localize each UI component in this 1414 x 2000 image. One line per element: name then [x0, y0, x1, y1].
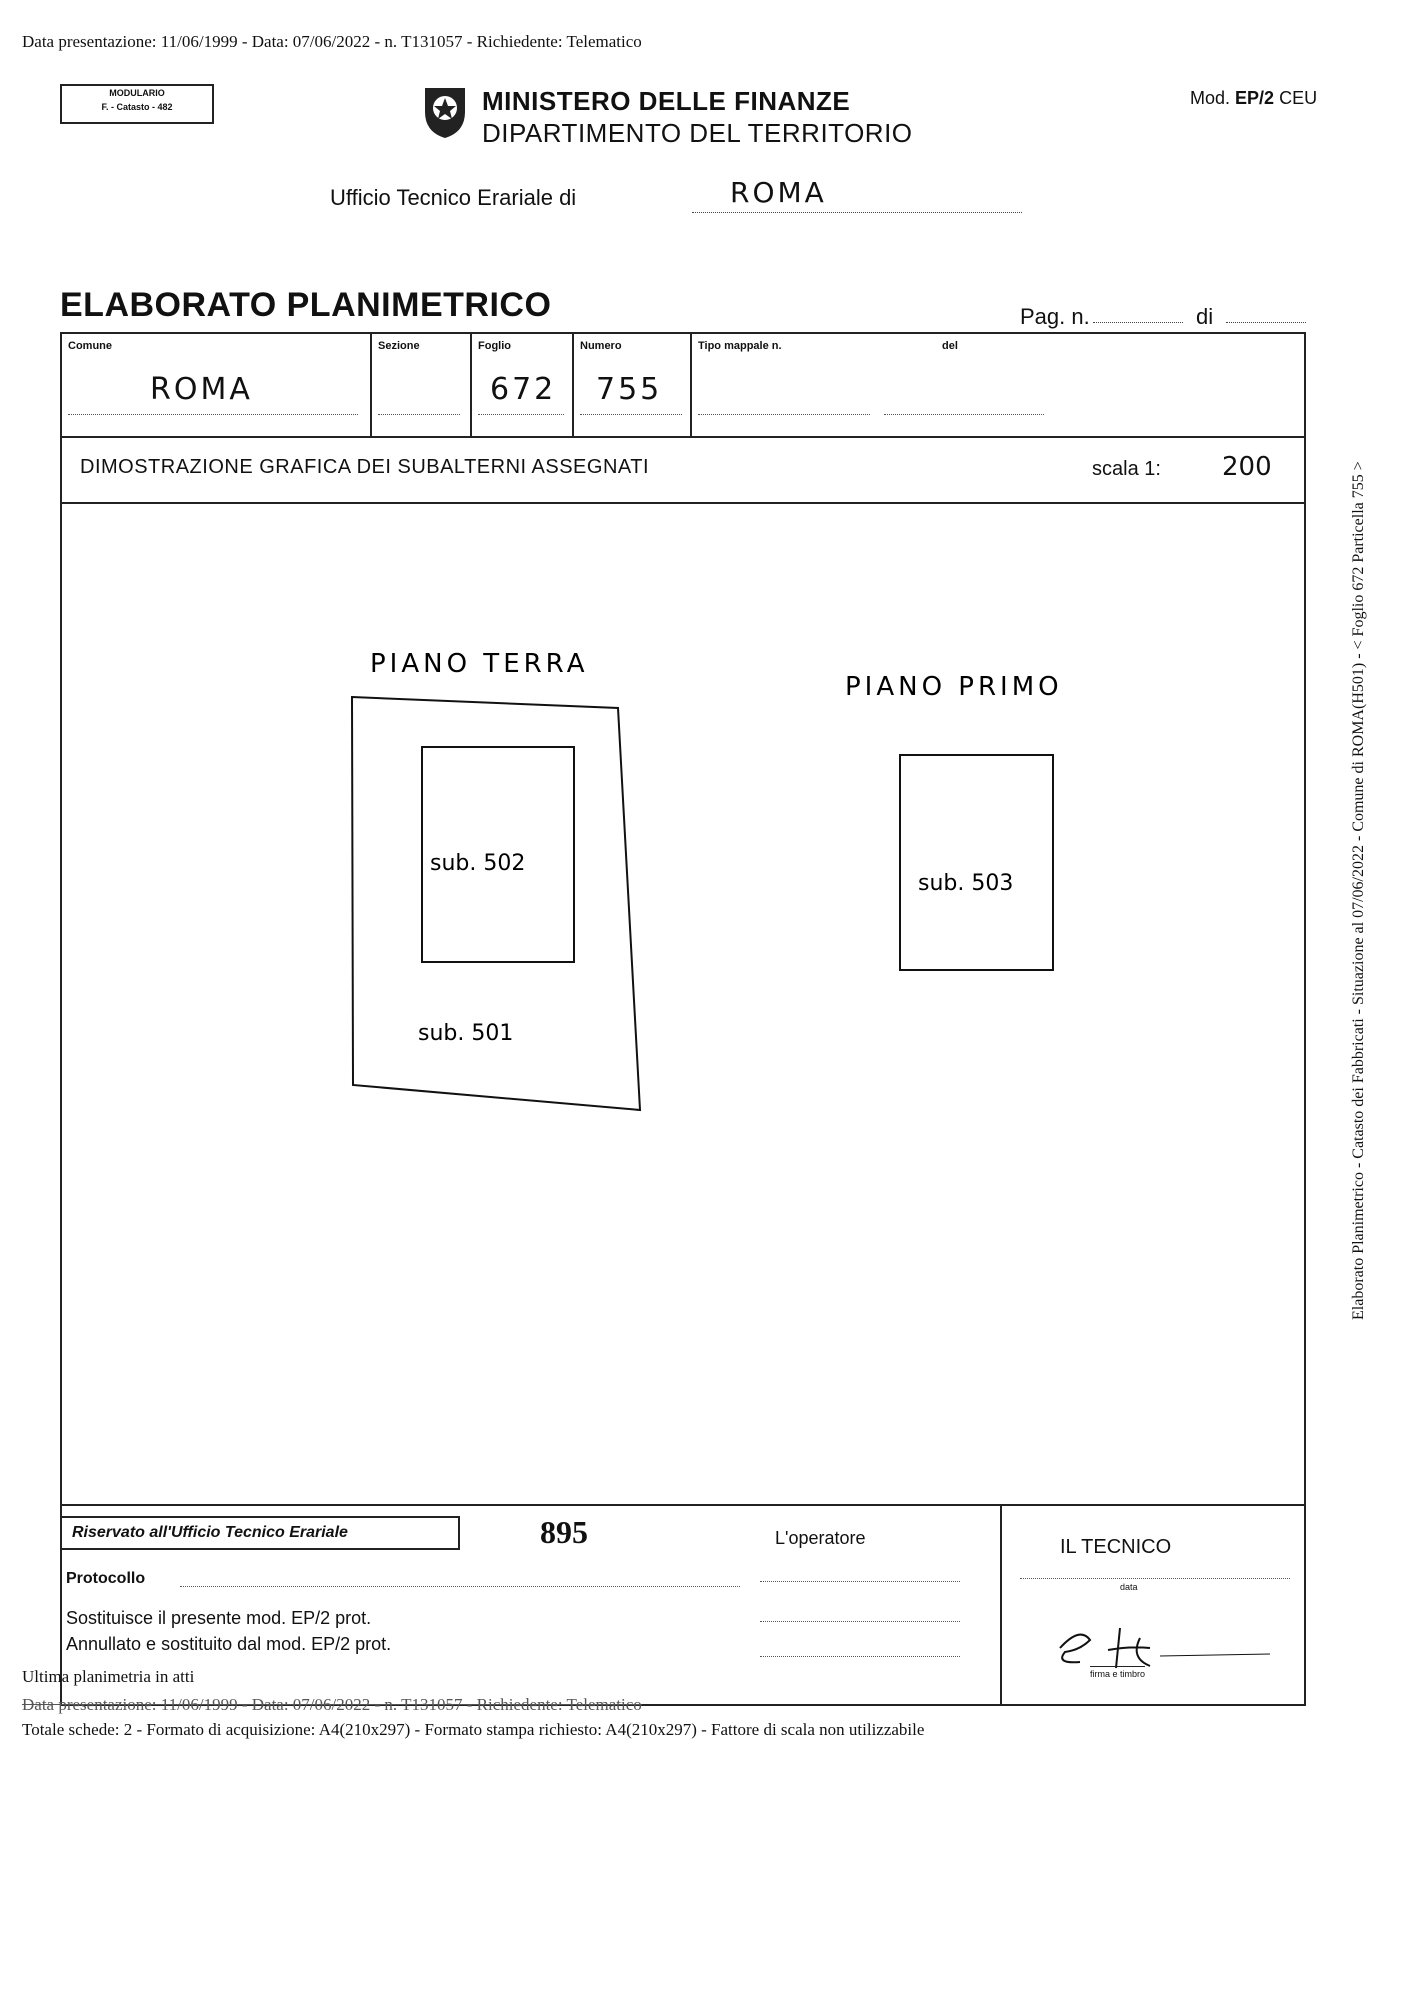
ufficio-value: ROMA	[730, 176, 827, 209]
sostituisce-label: Sostituisce il presente mod. EP/2 prot.	[66, 1608, 372, 1628]
document-title: ELABORATO PLANIMETRICO	[60, 286, 552, 324]
tecnico-divider	[1000, 1506, 1002, 1706]
mod-suffix: CEU	[1279, 88, 1318, 108]
foglio-label: Foglio	[478, 340, 511, 352]
header-line-repeat: Data presentazione: 11/06/1999 - Data: 07/06/2022 - n. T131057 - Richiedente: Telematico	[22, 1695, 642, 1714]
annullato-label: Annullato e sostituito dal mod. EP/2 prot.	[66, 1634, 392, 1654]
comune-value: ROMA	[150, 372, 253, 407]
operatore-label: L'operatore	[775, 1528, 866, 1548]
sezione-label: Sezione	[378, 340, 420, 352]
operatore-line	[760, 1621, 960, 1622]
side-caption: Elaborato Planimetrico - Catasto dei Fabbricati - Situazione al 07/06/2022 - Comune di ROMA(H501) - < Foglio 672 Particella 755 >	[1350, 461, 1367, 1320]
sub-503-outline	[900, 755, 1053, 970]
header-line: Data presentazione: 11/06/1999 - Data: 07/06/2022 - n. T131057 - Richiedente: Telematico	[22, 32, 642, 51]
operatore-line	[760, 1581, 960, 1582]
sub-501-outline	[352, 697, 640, 1110]
scale-label: scala 1:	[1092, 458, 1161, 480]
foglio-value: 672	[490, 372, 557, 407]
del-label: del	[942, 340, 958, 352]
numero-value: 755	[596, 372, 663, 407]
modulario-line1: MODULARIO	[109, 88, 165, 98]
modulario-line2: F. - Catasto - 482	[101, 102, 173, 112]
tipo-mappale-label: Tipo mappale n.	[698, 340, 782, 352]
totale-schede: Totale schede: 2 - Formato di acquisizione: A4(210x297) - Formato stampa richiesto: A4(210x297) - Fattore di scala non utilizzabile	[22, 1720, 925, 1739]
page-of-label: di	[1196, 304, 1214, 329]
tecnico-label: IL TECNICO	[1060, 1536, 1172, 1558]
ufficio-label: Ufficio Tecnico Erariale di	[330, 185, 577, 210]
protocollo-line	[180, 1586, 740, 1587]
sub-503-label: sub. 503	[918, 871, 1014, 896]
ministry-subtitle: DIPARTIMENTO DEL TERRITORIO	[482, 118, 913, 148]
data-label: data	[1120, 1582, 1138, 1592]
comune-label: Comune	[68, 340, 112, 352]
protocollo-label: Protocollo	[66, 1570, 146, 1587]
signature	[1020, 1618, 1280, 1678]
ultime-label: Ultima planimetria in atti	[22, 1667, 195, 1686]
firma-label: firma e timbro	[1090, 1666, 1145, 1679]
mod-prefix: Mod.	[1190, 88, 1231, 108]
ministry-title: MINISTERO DELLE FINANZE	[482, 86, 851, 116]
section-title: DIMOSTRAZIONE GRAFICA DEI SUBALTERNI ASSEGNATI	[80, 456, 650, 478]
sub-501-label: sub. 501	[418, 1021, 514, 1046]
stamp-number: 895	[540, 1514, 588, 1550]
first-floor-label: PIANO PRIMO	[845, 672, 1063, 702]
tecnico-line	[1020, 1578, 1290, 1579]
scale-value: 200	[1222, 452, 1272, 482]
sub-502-label: sub. 502	[430, 851, 526, 876]
footer-frame	[60, 1504, 1306, 1706]
mod-code-bold: EP/2	[1235, 88, 1275, 108]
operatore-line	[760, 1656, 960, 1657]
reserved-box: Riservato all'Ufficio Tecnico Erariale	[60, 1516, 460, 1550]
page-number-label: Pag. n.	[1020, 304, 1090, 329]
ground-floor-label: PIANO TERRA	[370, 649, 589, 679]
numero-label: Numero	[580, 340, 622, 352]
